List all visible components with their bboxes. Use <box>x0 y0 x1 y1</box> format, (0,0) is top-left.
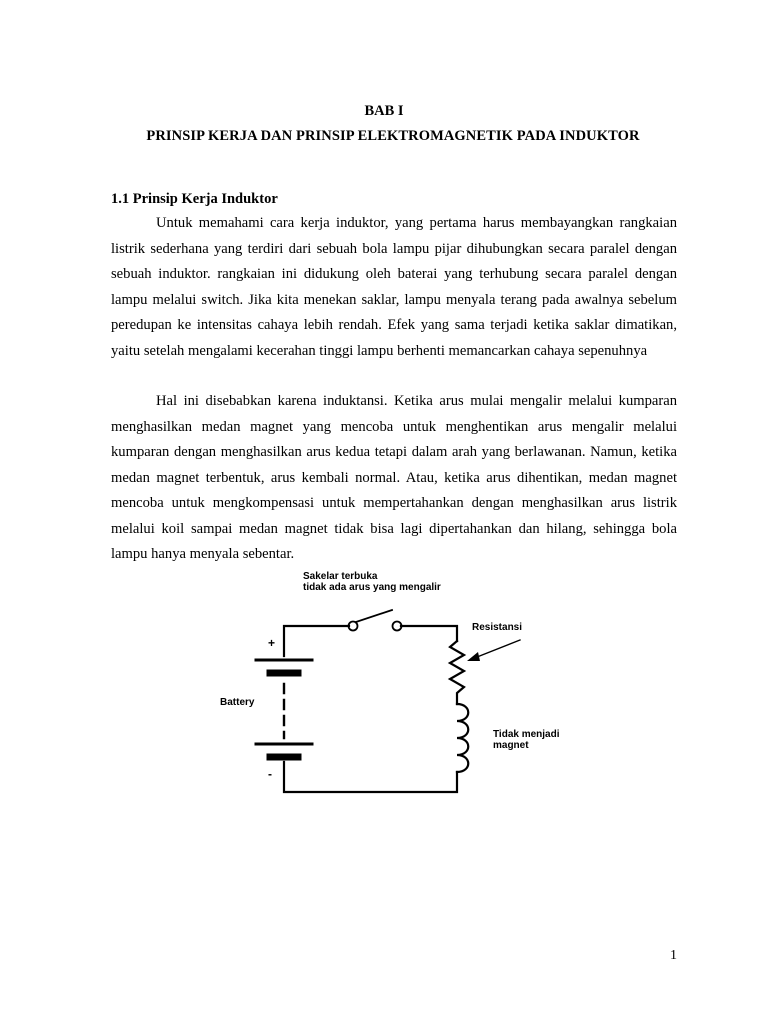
resistor <box>450 641 464 704</box>
chapter-label: BAB I <box>364 103 404 119</box>
switch-label-line1: Sakelar terbuka <box>303 571 378 582</box>
wire-right-top <box>401 626 457 641</box>
wire-bottom <box>284 762 457 792</box>
inductor-label-line2: magnet <box>493 740 529 751</box>
switch-label <box>303 571 441 593</box>
wire-left-top <box>284 626 349 656</box>
plus-sign: + <box>268 636 276 650</box>
resistance-label: Resistansi <box>472 622 523 633</box>
circuit-diagram <box>210 566 560 798</box>
paragraph-2: Hal ini disebabkan karena induktansi. Ketika arus mulai mengalir melalui kumparan menghasilkan medan magnet yang mencoba untuk menghentikan arus mengalir melalui kumparan dengan menghasilkan arus kedua tetapi dalam arah yang berlawanan. Namun, ketika medan magnet terbentuk, arus kembali normal. Atau, ketika arus dihentikan, medan magnet mencoba untuk mengkompensasi untuk mempertahankan dengan menghasilkan arus listrik melalui koil sampai medan magnet tidak bisa lagi dipertahankan dan hilang, sehingga bola lampu hanya menyala sebentar. <box>111 393 677 562</box>
switch-label-line2: tidak ada arus yang mengalir <box>303 582 441 593</box>
chapter-title: PRINSIP KERJA DAN PRINSIP ELEKTROMAGNETIK PADA INDUKTOR <box>146 128 640 144</box>
paragraph-2-container <box>111 389 677 568</box>
battery-label: Battery <box>220 697 255 708</box>
paragraph-1-container <box>111 211 677 364</box>
section-heading: 1.1 Prinsip Kerja Induktor <box>111 191 278 207</box>
resistance-arrow-shaft <box>472 640 520 659</box>
inductor-coil <box>457 704 468 772</box>
inductor-label <box>493 729 560 751</box>
paragraph-1: Untuk memahami cara kerja induktor, yang pertama harus membayangkan rangkaian listrik sederhana yang terdiri dari sebuah bola lampu pijar dihubungkan secara paralel dengan sebuah induktor. rangkaian ini didukung oleh baterai yang terhubung secara paralel dengan lampu melalui switch. Jika kita menekan saklar, lampu menyala terang pada awalnya sebelum peredupan ke intensitas cahaya lebih rendah. Efek yang sama terjadi ketika saklar dimatikan, yaitu setelah mengalami kecerahan tinggi lampu berhenti memancarkan cahaya sepenuhnya <box>111 215 677 359</box>
resistance-arrow-head <box>467 652 480 661</box>
circuit-diagram-svg <box>210 566 550 798</box>
inductor-label-line1: Tidak menjadi <box>493 729 560 740</box>
switch-lever <box>356 610 392 622</box>
minus-sign: - <box>268 767 272 781</box>
page-number: 1 <box>670 948 677 963</box>
